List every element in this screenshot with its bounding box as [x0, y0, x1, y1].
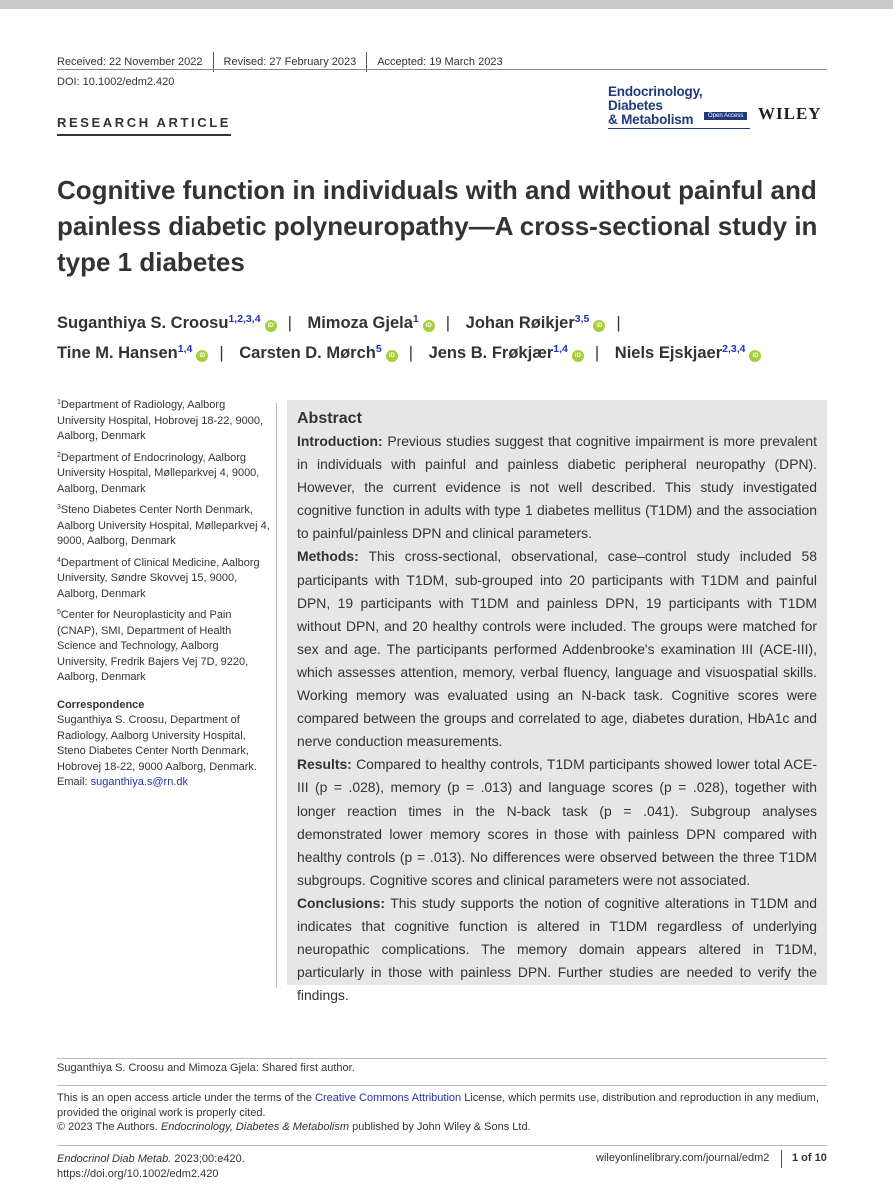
affiliation: $^1$Department of Radiology, Aalborg University Hospital, Hobrovej 18-22, 9000, Aalborg, Denmark	[57, 399, 264, 442]
author-separator: |	[594, 344, 600, 362]
author-affiliation-ref[interactable]: 3,5	[574, 313, 590, 325]
abstract-box	[287, 400, 827, 1004]
author-separator: |	[287, 314, 292, 332]
footer-rule	[57, 1058, 827, 1059]
author-separator: |	[445, 314, 451, 332]
affiliation: $^5$Center for Neuroplasticity and Pain (CNAP), SMI, Department of Health Science and Technology, Aalborg University, Fredrik Bajers Vej 7D, 9220, Aalborg, Denmark	[57, 609, 249, 683]
affiliations-column	[57, 398, 272, 791]
author-affiliation-ref[interactable]: 1,4	[177, 343, 193, 355]
footer-rule	[57, 1145, 827, 1146]
orcid-icon[interactable]: iD	[423, 320, 435, 332]
author-name: Tine M. Hansen	[57, 344, 178, 362]
orcid-icon[interactable]: iD	[572, 350, 584, 362]
author-name: Niels Ejskjaer	[614, 344, 723, 362]
author	[615, 344, 762, 362]
journal-name-line2: & Metabolism	[608, 112, 694, 127]
correspondence-heading: Correspondence	[57, 698, 145, 711]
correspondence-text: Suganthiya S. Croosu, Department of Radiology, Aalborg University Hospital, Steno Diabetes Center North Denmark, Hobrovej 18-22, 9000 Aalborg, Denmark.	[57, 714, 257, 773]
author-name: Carsten D. Mørch	[239, 344, 376, 362]
author-name: Johan Røikjer	[465, 314, 575, 332]
affiliation: $^2$Department of Endocrinology, Aalborg University Hospital, Mølleparkvej 4, 9000, Aalborg, Denmark	[57, 451, 260, 495]
affiliation: $^3$Steno Diabetes Center North Denmark, Aalborg University Hospital, Mølleparkvej 4, 9000, Aalborg, Denmark	[57, 504, 270, 547]
article-type: RESEARCH ARTICLE	[57, 115, 232, 130]
page-separator	[781, 1150, 782, 1168]
journal-url[interactable]: wileyonlinelibrary.com/journal/edm2	[596, 1152, 770, 1164]
footer-rule	[57, 1085, 827, 1086]
abstract-heading: Abstract	[297, 410, 362, 427]
orcid-icon[interactable]: iD	[593, 320, 605, 332]
orcid-icon[interactable]: iD	[196, 350, 208, 362]
journal-logo-rule	[608, 128, 750, 129]
article-title: Cognitive function in individuals with and without painful and painless diabetic polyneuropathy—A cross-sectional study in type 1 diabetes	[57, 175, 818, 277]
shared-authorship-note: Suganthiya S. Croosu and Mimoza Gjela: Shared first author.	[57, 1062, 355, 1074]
affiliation: $^4$Department of Clinical Medicine, Aalborg University, Søndre Skovvej 15, 9000, Aalborg, Denmark	[57, 556, 260, 600]
author	[57, 314, 277, 332]
author-list	[57, 308, 827, 368]
abstract-conclusions: Conclusions: This study supports the notion of cognitive alterations in T1DM and indicates that cognitive function is altered in T1DM regardless of underlying neuropathic complications. The memory domain appears altered in T1DM, particularly in those with painless DPN. Further studies are needed to verify the findings.	[297, 894, 817, 1004]
article-type-underline	[57, 134, 231, 136]
abstract-introduction: Introduction: Previous studies suggest that cognitive impairment is more prevalent in individuals with painful and painless diabetic peripheral neuropathy (DPN). However, the current evidence is not well described. This study investigated cognitive function in adults with type 1 diabetes mellitus (T1DM) and the association to painful/painless DPN and clinical parameters.	[297, 433, 817, 542]
author-affiliation-ref[interactable]: 1,2,3,4	[228, 313, 261, 325]
license-note: This is an open access article under the terms of the Creative Commons Attribution License, which permits use, distribution and reproduction in any medium, provided the original work is properly cited. © 2023 The Authors. Endocrinology, Diabetes & Metabolism published by John Wiley & Sons Ltd.	[57, 1091, 827, 1135]
author	[239, 344, 397, 362]
copyright-line: © 2023 The Authors. Endocrinology, Diabetes & Metabolism published by John Wiley & Sons Ltd.	[57, 1121, 531, 1133]
author	[429, 344, 584, 362]
column-divider	[276, 403, 277, 988]
author-name: Mimoza Gjela	[307, 314, 413, 332]
license-link[interactable]: Creative Commons Attribution	[315, 1092, 462, 1104]
author-separator: |	[616, 314, 621, 332]
header-rule	[57, 69, 827, 70]
citation-doi[interactable]: https://doi.org/10.1002/edm2.420	[57, 1168, 219, 1180]
abstract-results: Results: Compared to healthy controls, T1DM participants showed lower total ACE-III (p = .028), memory (p = .013) and language scores (p = .028), together with longer reaction times in the N-back task (p = .041). Subgroup analyses demonstrated lower memory scores in those with painless DPN compared with healthy controls (p = .013). No differences were observed between the three T1DM subgroups. Cognitive scores and clinical parameters were not associated.	[297, 756, 817, 888]
orcid-icon[interactable]: iD	[265, 320, 277, 332]
orcid-icon[interactable]: iD	[386, 350, 398, 362]
journal-logo	[608, 85, 750, 129]
author-separator: |	[219, 344, 224, 362]
doi: DOI: 10.1002/edm2.420	[57, 76, 175, 88]
orcid-icon[interactable]: iD	[749, 350, 761, 362]
author-name: Jens B. Frøkjær	[428, 344, 554, 362]
open-access-badge: Open Access	[704, 112, 747, 120]
author	[57, 344, 208, 362]
author	[466, 314, 606, 332]
publisher-logo: WILEY	[758, 104, 822, 123]
author-affiliation-ref[interactable]: 5	[375, 343, 382, 355]
citation: Endocrinol Diab Metab. 2023;00:e420. https://doi.org/10.1002/edm2.420	[57, 1153, 245, 1180]
author-affiliation-ref[interactable]: 1	[412, 313, 419, 325]
page-number: 1 of 10	[792, 1152, 827, 1164]
author-separator: |	[408, 344, 413, 362]
author	[307, 314, 434, 332]
accepted-date: Accepted: 19 March 2023	[377, 56, 503, 68]
author-affiliation-ref[interactable]: 1,4	[553, 343, 568, 355]
email-link[interactable]: suganthiya.s@rn.dk	[90, 776, 189, 788]
received-date: Received: 22 November 2022	[57, 56, 203, 68]
top-bar	[0, 0, 893, 9]
revised-date: Revised: 27 February 2023	[223, 56, 357, 68]
journal-name-line1: Endocrinology, Diabetes	[608, 84, 703, 113]
correspondence-email: Email: suganthiya.s@rn.dk	[57, 776, 189, 788]
author-name: Suganthiya S. Croosu	[57, 314, 229, 332]
author-affiliation-ref[interactable]: 2,3,4	[722, 343, 746, 355]
abstract-methods: Methods: This cross-sectional, observational, case–control study included 58 participants with T1DM, sub-grouped into 20 participants with T1DM and painful DPN, 19 participants with T1DM and painless DPN, 19 participants with T1DM without DPN, and 20 healthy controls were included. The groups were matched for sex and age. The participants performed Addenbrooke's examination III (ACE-III), which assesses attention, memory, verbal fluency, language and visuospatial skills. Working memory was evaluated using an N-back task. Cognitive scores were compared between the groups and correlated to age, diabetes duration, HbA1c and nerve conduction measurements.	[297, 548, 817, 750]
